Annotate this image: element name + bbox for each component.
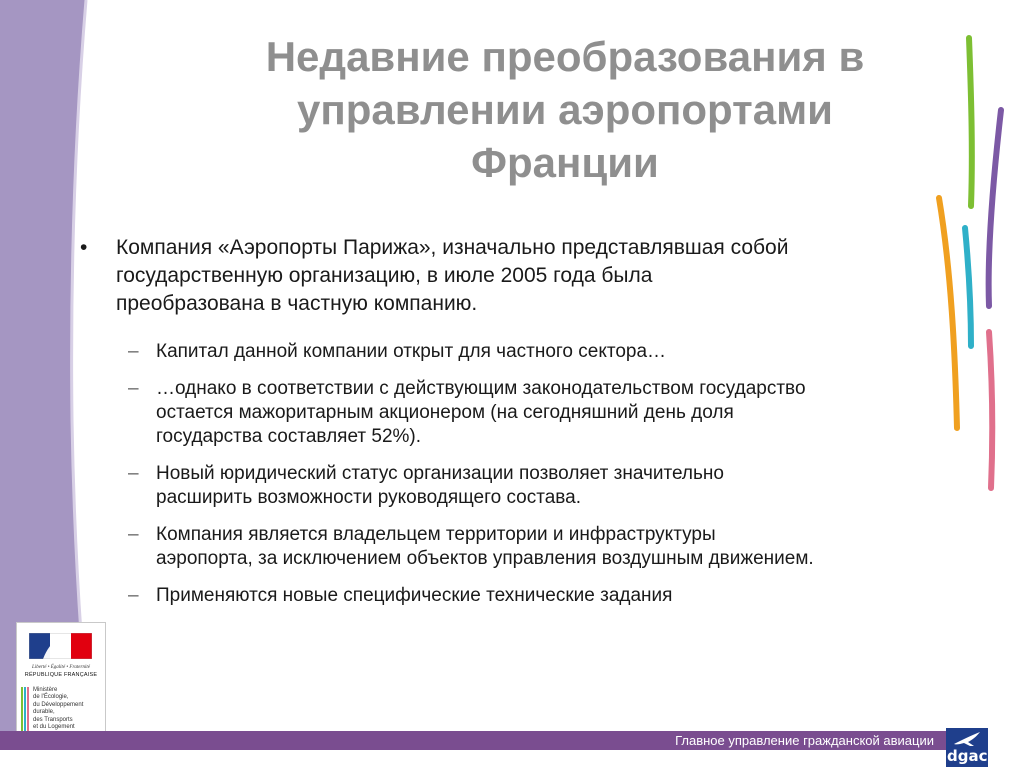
ministry-line: des Transports: [33, 716, 73, 723]
sub-bullet-line: государства составляет 52%).: [156, 426, 422, 447]
sub-bullet: [128, 340, 978, 364]
title-line: управлении аэропортами: [297, 86, 833, 133]
dgac-text: dgac: [947, 747, 988, 765]
bullet-line: преобразована в частную компанию.: [116, 292, 478, 315]
republic-text: RÉPUBLIQUE FRANÇAISE: [24, 672, 98, 678]
ministry-line: Ministère: [33, 687, 58, 693]
dash-marker: –: [128, 341, 139, 362]
sub-bullet: [128, 462, 978, 510]
dash-marker: –: [128, 463, 139, 484]
sub-bullet: [128, 377, 978, 449]
sub-bullet-line: остается мажоритарным акционером (на сегодняшний день доля: [156, 402, 734, 423]
footer-bar: [0, 731, 946, 750]
main-bullet-text: [116, 234, 960, 318]
sub-bullet-line: Новый юридический статус организации позволяет значительно: [156, 463, 724, 484]
sub-bullet: [128, 584, 978, 608]
sub-bullet-line: аэропорта, за исключением объектов управления воздушным движением.: [156, 548, 814, 569]
sub-bullet-line: …однако в соответствии с действующим законодательством государство: [156, 378, 806, 399]
violet-stripe: [989, 110, 1001, 306]
footer-text: Главное управление гражданской авиации: [675, 733, 934, 748]
title-line: Франции: [471, 139, 659, 186]
sub-bullet-line: Компания является владельцем территории и инфраструктуры: [156, 524, 716, 545]
bullet-marker: •: [80, 236, 88, 259]
dgac-logo: [946, 728, 988, 767]
sub-bullet-list: [128, 340, 978, 621]
ministry-line: durable,: [33, 709, 55, 716]
sub-bullet-line: расширить возможности руководящего состава.: [156, 487, 582, 508]
main-bullet: [80, 234, 960, 318]
dash-marker: –: [128, 585, 139, 606]
title-line: Недавние преобразования в: [265, 33, 865, 80]
slide-title: [170, 30, 960, 189]
dash-marker: –: [128, 524, 139, 545]
bullet-line: государственную организацию, в июле 2005 года была: [116, 264, 653, 287]
ministry-line: et du Logement: [33, 724, 75, 731]
ministry-line: de l'Écologie,: [33, 694, 69, 701]
bullet-line: Компания «Аэропорты Парижа», изначально представлявшая собой: [116, 236, 789, 259]
sub-bullet-line: Применяются новые специфические технические задания: [156, 585, 673, 606]
ministry-text: [33, 687, 103, 731]
orange-stripe: [939, 198, 957, 428]
sub-bullet-line: Капитал данной компании открыт для частного сектора…: [156, 341, 667, 362]
ministry-line: du Développement: [33, 701, 84, 708]
pink-stripe: [989, 332, 992, 488]
motto-text: Liberté • Égalité • Fraternité: [32, 665, 90, 670]
sub-bullet: [128, 523, 978, 571]
marianne-flag-icon: [29, 633, 92, 659]
cyan-stripe: [965, 228, 971, 346]
colored-stripes-decoration: [925, 30, 1023, 500]
ministry-color-bars-icon: [21, 687, 29, 737]
republique-francaise-logo: [16, 622, 106, 742]
dash-marker: –: [128, 378, 139, 399]
green-stripe: [969, 38, 972, 206]
